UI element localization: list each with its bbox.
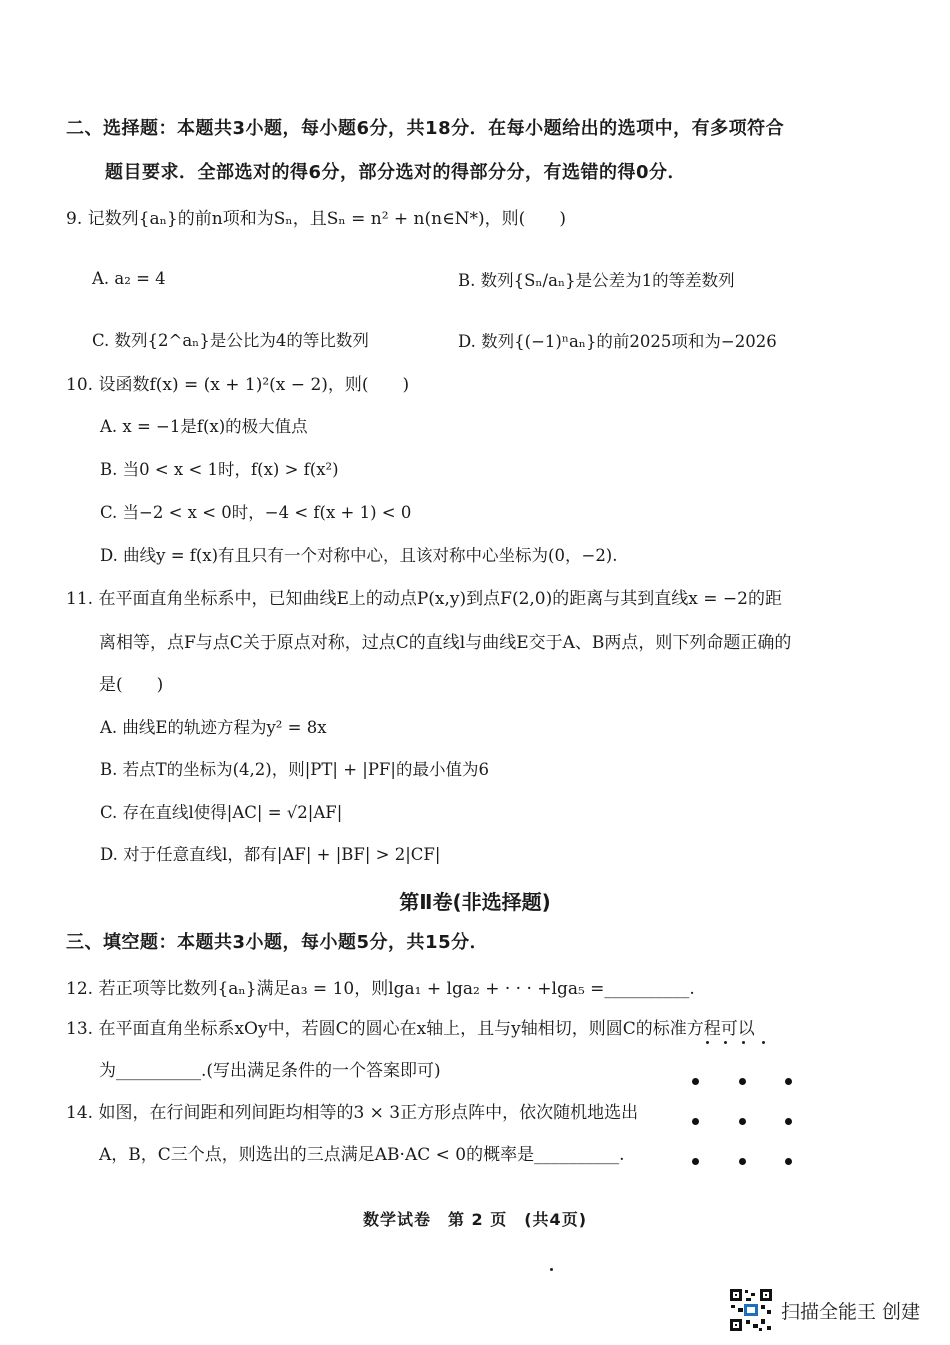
speck [550, 1268, 553, 1271]
q11-stem-line1: 11. 在平面直角坐标系中，已知曲线E上的动点P(x,y)到点F(2,0)的距离与其到直线x = −2的距 [66, 589, 782, 609]
emphasis-dot [742, 1041, 745, 1044]
q10-option-c: C. 当−2 < x < 0时，−4 < f(x + 1) < 0 [100, 503, 412, 522]
lattice-dot [692, 1078, 699, 1085]
emphasis-dot [762, 1041, 765, 1044]
q11-stem-line2: 离相等，点F与点C关于原点对称，过点C的直线l与曲线E交于A、B两点，则下列命题正确的 [99, 633, 792, 653]
q11-stem-line3: 是( ) [99, 675, 164, 695]
emphasis-dot [706, 1041, 709, 1044]
section3-heading: 三、填空题：本题共3小题，每小题5分，共15分． [66, 932, 489, 953]
lattice-dot [739, 1158, 746, 1165]
watermark-text: 扫描全能王 创建 [780, 1300, 920, 1323]
page-footer: 数学试卷 第 2 页 (共4页) [362, 1210, 588, 1229]
q9-option-b: B. 数列{Sₙ/aₙ}是公差为1的等差数列 [458, 271, 735, 290]
lattice-dot [785, 1118, 792, 1125]
q14-line1: 14. 如图，在行间距和列间距均相等的3 × 3正方形点阵中，依次随机地选出 [66, 1103, 639, 1123]
qr-code-icon [729, 1288, 773, 1332]
emphasis-dot [724, 1041, 727, 1044]
q10-option-a: A. x = −1是f(x)的极大值点 [100, 417, 308, 436]
q9-option-a: A. a₂ = 4 [92, 269, 166, 288]
q12-text: 12. 若正项等比数列{aₙ}满足a₃ = 10，则lga₁ + lga₂ + · · · +lga₅ =__________. [66, 979, 695, 999]
part2-title: 第Ⅱ卷(非选择题) [399, 890, 551, 914]
q10-stem: 10. 设函数f(x) = (x + 1)²(x − 2)，则( ) [66, 375, 410, 395]
q9-option-d: D. 数列{(−1)ⁿaₙ}的前2025项和为−2026 [458, 332, 777, 351]
q9-option-c: C. 数列{2^aₙ}是公比为4的等比数列 [92, 331, 369, 350]
q13-line1: 13. 在平面直角坐标系xOy中，若圆C的圆心在x轴上，且与y轴相切，则圆C的标准方程可以 [66, 1019, 755, 1039]
lattice-dot [739, 1118, 746, 1125]
lattice-dot [692, 1118, 699, 1125]
q11-option-b: B. 若点T的坐标为(4,2)，则|PT| + |PF|的最小值为6 [100, 760, 489, 779]
q11-option-d: D. 对于任意直线l，都有|AF| + |BF| > 2|CF| [100, 845, 441, 864]
section2-heading-line1: 二、选择题：本题共3小题，每小题6分，共18分．在每小题给出的选项中，有多项符合 [66, 118, 785, 139]
q14-line2: A，B，C三个点，则选出的三点满足AB·AC < 0的概率是__________. [99, 1145, 625, 1165]
q13-line2: 为__________.(写出满足条件的一个答案即可) [99, 1061, 441, 1081]
scanner-watermark [729, 1288, 920, 1332]
q11-option-a: A. 曲线E的轨迹方程为y² = 8x [100, 718, 327, 737]
lattice-dot [785, 1158, 792, 1165]
lattice-dot [739, 1078, 746, 1085]
q10-option-b: B. 当0 < x < 1时，f(x) > f(x²) [100, 460, 339, 479]
q9-stem: 9. 记数列{aₙ}的前n项和为Sₙ，且Sₙ = n² + n(n∈N*)，则( ) [66, 209, 566, 229]
section2-heading-line2: 题目要求．全部选对的得6分，部分选对的得部分分，有选错的得0分． [105, 162, 687, 183]
q10-option-d: D. 曲线y = f(x)有且只有一个对称中心，且该对称中心坐标为(0，−2). [100, 546, 618, 565]
q11-option-c: C. 存在直线l使得|AC| = √2|AF| [100, 803, 343, 822]
lattice-dot [785, 1078, 792, 1085]
lattice-dot [692, 1158, 699, 1165]
